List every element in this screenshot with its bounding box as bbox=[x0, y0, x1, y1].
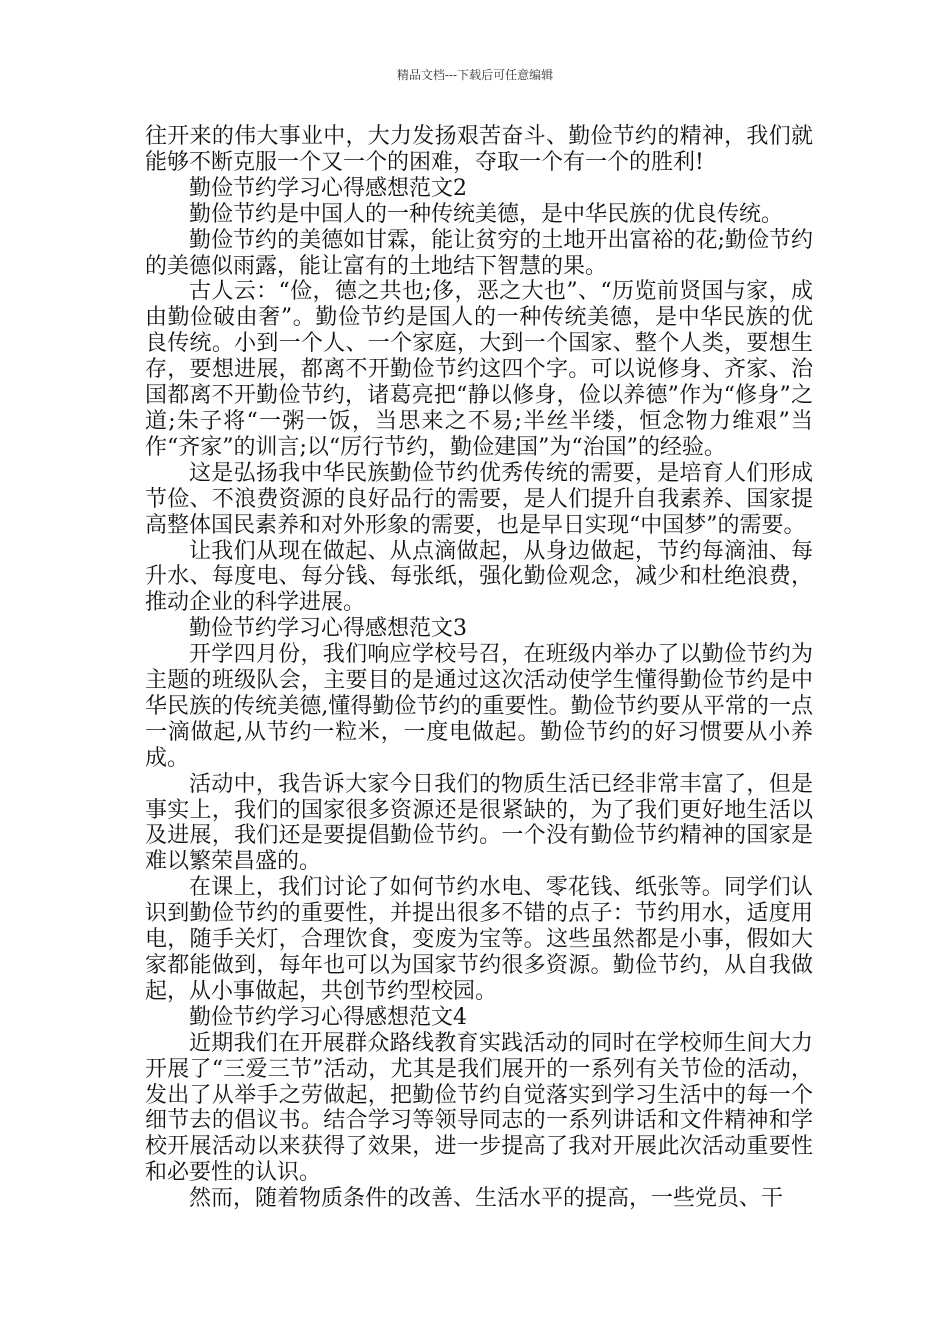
paragraph: 开学四月份，我们响应学校号召，在班级内举办了以勤俭节约为主题的班级队会，主要目的是通过这次活动使学生懂得勤俭节约是中华民族的传统美德,懂得勤俭节约的重要性。勤俭节约要从平常的一点一滴做起,从节约一粒米，一度电做起。勤俭节约的好习惯要从小养成。 bbox=[145, 642, 813, 771]
paragraph: 在课上，我们讨论了如何节约水电、零花钱、纸张等。同学们认识到勤俭节约的重要性，并提出很多不错的点子：节约用水，适度用电，随手关灯，合理饮食，变废为宝等。这些虽然都是小事，假如大家都能做到，每年也可以为国家节约很多资源。勤俭节约，从自我做起，从小事做起，共创节约型校园。 bbox=[145, 875, 813, 1004]
section-heading: 勤俭节约学习心得感想范文3 bbox=[189, 616, 467, 642]
paragraph: 勤俭节约是中国人的一种传统美德，是中华民族的优良传统。 bbox=[189, 201, 784, 227]
section-heading: 勤俭节约学习心得感想范文4 bbox=[189, 1004, 467, 1030]
paragraph: 古人云：“俭，德之共也;侈，恶之大也”、“历览前贤国与家，成由勤俭破由奢”。勤俭节约是国人的一种传统美德，是中华民族的优良传统。小到一个人、一个家庭，大到一个国家、整个人类，要想生存，要想进展，都离不开勤俭节约这四个字。可以说修身、齐家、治国都离不开勤俭节约，诸葛亮把“静以修身，俭以养德”作为“修身”之道;朱子将“一粥一饭，当思来之不易;半丝半缕，恒念物力维艰”当作“齐家”的训言;以“厉行节约，勤俭建国”为“治国”的经验。 bbox=[145, 279, 813, 460]
paragraph: 然而，随着物质条件的改善、生活水平的提高，一些党员、干 bbox=[189, 1186, 784, 1212]
document-body bbox=[145, 124, 813, 1212]
paragraph: 活动中，我告诉大家今日我们的物质生活已经非常丰富了，但是事实上，我们的国家很多资源还是很紧缺的，为了我们更好地生活以及进展，我们还是要提倡勤俭节约。一个没有勤俭节约精神的国家是难以繁荣昌盛的。 bbox=[145, 771, 813, 875]
page-header-note: 精品文档---下载后可任意编辑 bbox=[396, 68, 554, 82]
paragraph: 近期我们在开展群众路线教育实践活动的同时在学校师生间大力开展了“三爱三节”活动，尤其是我们展开的一系列有关节俭的活动，发出了从举手之劳做起，把勤俭节约自觉落实到学习生活中的每一个细节去的倡议书。结合学习等领导同志的一系列讲话和文件精神和学校开展活动以来获得了效果，进一步提高了我对开展此次活动重要性和必要性的认识。 bbox=[145, 1030, 813, 1186]
section-heading: 勤俭节约学习心得感想范文2 bbox=[189, 175, 467, 201]
paragraph: 这是弘扬我中华民族勤俭节约优秀传统的需要，是培育人们形成节俭、不浪费资源的良好品行的需要，是人们提升自我素养、国家提高整体国民素养和对外形象的需要，也是早日实现“中国梦”的需要。 bbox=[145, 460, 813, 538]
paragraph: 让我们从现在做起、从点滴做起，从身边做起，节约每滴油、每升水、每度电、每分钱、每张纸，强化勤俭观念，减少和杜绝浪费，推动企业的科学进展。 bbox=[145, 538, 813, 616]
paragraph: 勤俭节约的美德如甘霖，能让贫穷的土地开出富裕的花;勤俭节约的美德似雨露，能让富有的土地结下智慧的果。 bbox=[145, 227, 813, 279]
paragraph-continuation: 往开来的伟大事业中，大力发扬艰苦奋斗、勤俭节约的精神，我们就能够不断克服一个又一个的困难，夺取一个有一个的胜利! bbox=[145, 124, 813, 175]
